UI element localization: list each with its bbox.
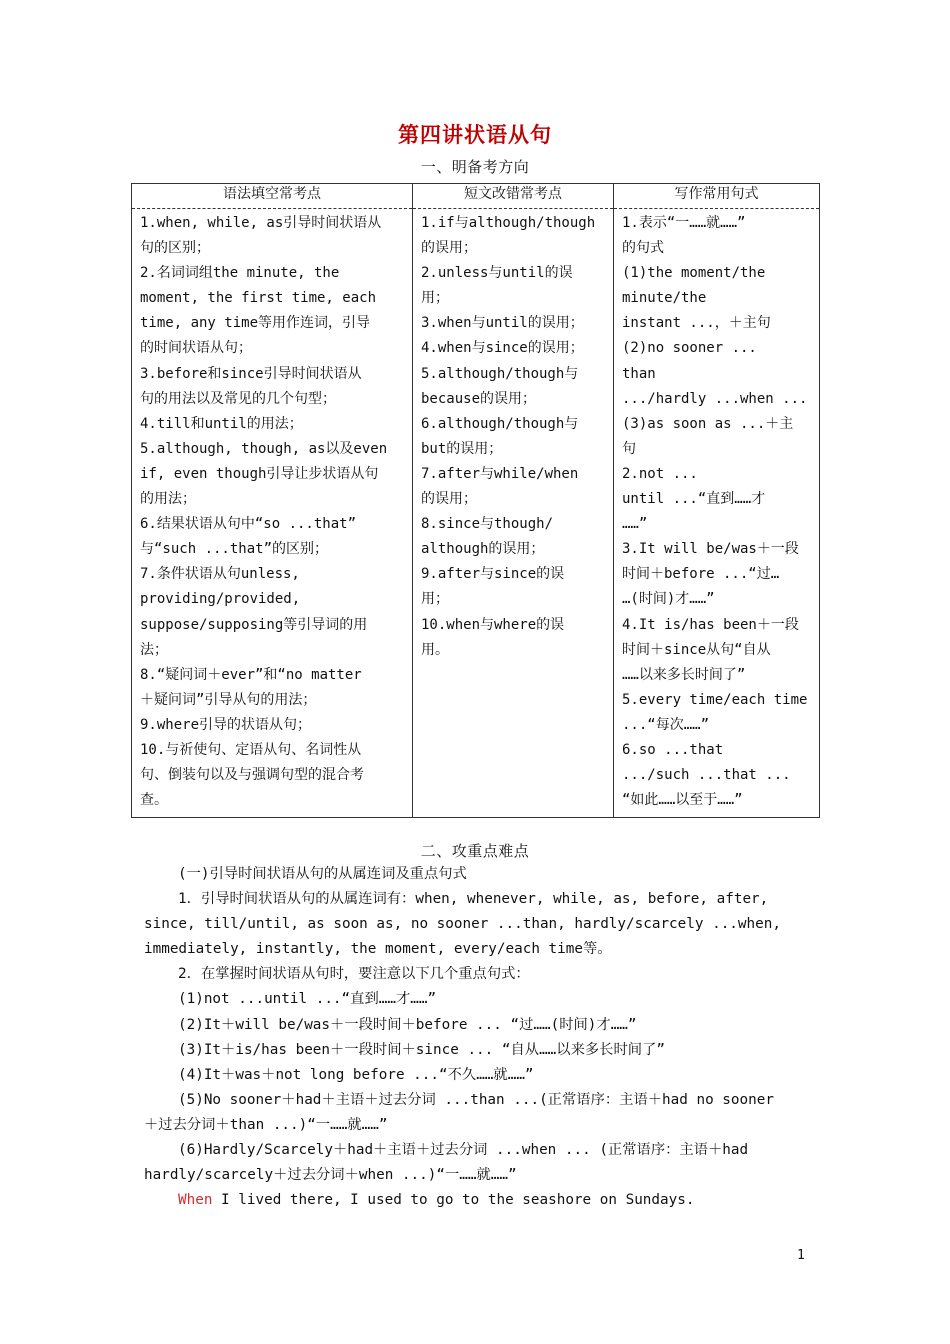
table-header-row (132, 184, 820, 209)
page-title: 第四讲状语从句 (398, 122, 552, 147)
table-line: 1.when, while, as引导时间状语从 (140, 215, 382, 231)
table-line: 5.although, though, as以及even (140, 440, 388, 457)
table-line: suppose/supposing等引导词的用 (140, 616, 368, 633)
table-line: 的时间状语从句； (140, 340, 252, 357)
highlight-word: When (178, 1192, 213, 1209)
table-line: 10.when与where的误 (421, 616, 565, 633)
subsection-heading: (一)引导时间状语从句的从属连词及重点句式 (178, 866, 467, 882)
paragraph-line: since, till/until, as soon as, no sooner ...than, hardly/scarcely ...when, (144, 916, 781, 933)
table-line: although的误用； (421, 541, 545, 558)
paragraph-line: 2．在掌握时间状语从句时，要注意以下几个重点句式： (178, 966, 530, 983)
table-line: 2.not ... (622, 465, 698, 482)
table-line: 的误用； (421, 491, 477, 508)
table-line: (3)as soon as ...＋主 (622, 415, 794, 432)
table-line: 9.where引导的状语从句； (140, 716, 312, 733)
table-line: 3.before和since引导时间状语从 (140, 365, 362, 382)
table-line: instant ...，＋主句 (622, 315, 771, 332)
example-sentence (144, 1188, 808, 1213)
pattern-line: (6)Hardly/Scarcely＋had＋主语＋过去分词 ...when ... (正常语序：主语＋had (178, 1142, 749, 1159)
table-line: 时间＋since从句“自从 (622, 641, 771, 658)
table-header-cell: 写作常用句式 (614, 184, 820, 209)
table-line: 查。 (140, 792, 168, 809)
table-line: 句、倒装句以及与强调句型的混合考 (140, 767, 364, 784)
table-line: 6.so ...that (622, 741, 724, 758)
table-line: providing/provided, (140, 591, 301, 608)
table-line: 的误用； (421, 240, 477, 257)
pattern-line: (4)It＋was＋not long before ...“不久……就……” (178, 1066, 534, 1083)
table-line: ...“每次……” (622, 716, 710, 733)
table-line: 与“such ...that”的区别； (140, 541, 329, 558)
pattern-line: (3)It＋is/has been＋一段时间＋since ... “自从……以来多长时间了” (178, 1041, 665, 1058)
table-line: .../such ...that ... (622, 767, 791, 784)
table-line: until ...“直到……才 (622, 491, 766, 508)
table-line: 6.结果状语从句中“so ...that” (140, 516, 357, 533)
page-number: 1 (797, 1248, 805, 1263)
table-line: 7.after与while/when (421, 465, 579, 482)
table-line: “如此……以至于……” (622, 792, 743, 809)
table-line: 8.since与though/ (421, 516, 554, 533)
table-line: ＋疑问词”引导从句的用法； (140, 691, 317, 708)
paragraph-line: 1．引导时间状语从句的从属连词有：when, whenever, while, as, before, after, (178, 891, 769, 908)
table-line: time, any time等用作连词，引导 (140, 315, 371, 332)
table-line: 用。 (421, 641, 449, 658)
table-line: 1.表示“一……就……” (622, 215, 746, 231)
table-line: 2.名词词组the minute, the (140, 265, 340, 282)
table-line: minute/the (622, 290, 707, 307)
table-line: 句的区别； (140, 240, 210, 257)
table-line: but的误用； (421, 440, 503, 457)
table-line: 6.although/though与 (421, 415, 579, 432)
section-heading-1: 一、明备考方向 (420, 158, 530, 176)
table-line: (2)no sooner ... (622, 340, 757, 357)
table-line: 5.every time/each time (622, 691, 808, 708)
table-line: .../hardly ...when ... (622, 390, 808, 407)
table-line: 句 (622, 440, 636, 457)
table-line: 3.when与until的误用； (421, 315, 584, 332)
table-line: 4.when与since的误用； (421, 340, 584, 357)
section-heading-2: 二、攻重点难点 (420, 842, 530, 860)
table-line: 1.if与although/though (421, 215, 596, 231)
pattern-line: ＋过去分词＋than ...)“一……就……” (144, 1116, 388, 1133)
body-text (144, 862, 808, 1213)
table-line: 用； (421, 290, 449, 307)
table-line: 5.although/though与 (421, 365, 579, 382)
table-line: 的用法； (140, 491, 196, 508)
paragraph-line: immediately, instantly, the moment, every/each time等。 (144, 941, 612, 958)
table-header-cell: 短文改错常考点 (413, 184, 614, 209)
table-line: 的句式 (622, 240, 664, 257)
table-line: 7.条件状语从句unless, (140, 566, 300, 583)
table-line: 用； (421, 591, 449, 608)
table-line: if, even though引导让步状语从句 (140, 465, 379, 482)
table-line: than (622, 365, 656, 382)
table-line: (1)the moment/the (622, 265, 766, 282)
table-line: ……以来多长时间了” (622, 666, 746, 683)
table-line: 4.It is/has been＋一段 (622, 616, 799, 633)
pattern-line: (5)No sooner＋had＋主语＋过去分词 ...than ...(正常语序：主语＋had no sooner (178, 1091, 774, 1108)
table-body-row (132, 209, 820, 818)
grammar-fill-column (132, 209, 413, 818)
exam-points-table (131, 183, 820, 818)
pattern-line: (2)It＋will be/was＋一段时间＋before ... “过……(时间)才……” (178, 1016, 637, 1033)
table-line: 4.till和until的用法； (140, 415, 303, 432)
table-line: 句的用法以及常见的几个句型； (140, 390, 336, 407)
table-line: 3.It will be/was＋一段 (622, 541, 799, 558)
pattern-line: (1)not ...until ...“直到……才……” (178, 991, 437, 1008)
pattern-line: hardly/scarcely＋过去分词＋when ...)“一……就……” (144, 1167, 517, 1184)
example-text: I lived there, I used to go to the seashore on Sundays. (212, 1192, 695, 1209)
table-line: 10.与祈使句、定语从句、名词性从 (140, 741, 362, 758)
table-line: 2.unless与until的误 (421, 265, 573, 282)
table-line: 时间＋before ...“过… (622, 566, 780, 583)
error-correction-column (413, 209, 614, 818)
table-line: moment, the first time, each (140, 290, 377, 307)
table-line: 9.after与since的误 (421, 566, 565, 583)
table-header-cell: 语法填空常考点 (132, 184, 413, 209)
writing-patterns-column (614, 209, 820, 818)
table-line: 法； (140, 641, 168, 658)
table-line: ……” (622, 516, 648, 533)
table-line: 8.“疑问词＋ever”和“no matter (140, 666, 362, 683)
table-line: …(时间)才……” (622, 591, 715, 608)
table-line: because的误用； (421, 390, 537, 407)
